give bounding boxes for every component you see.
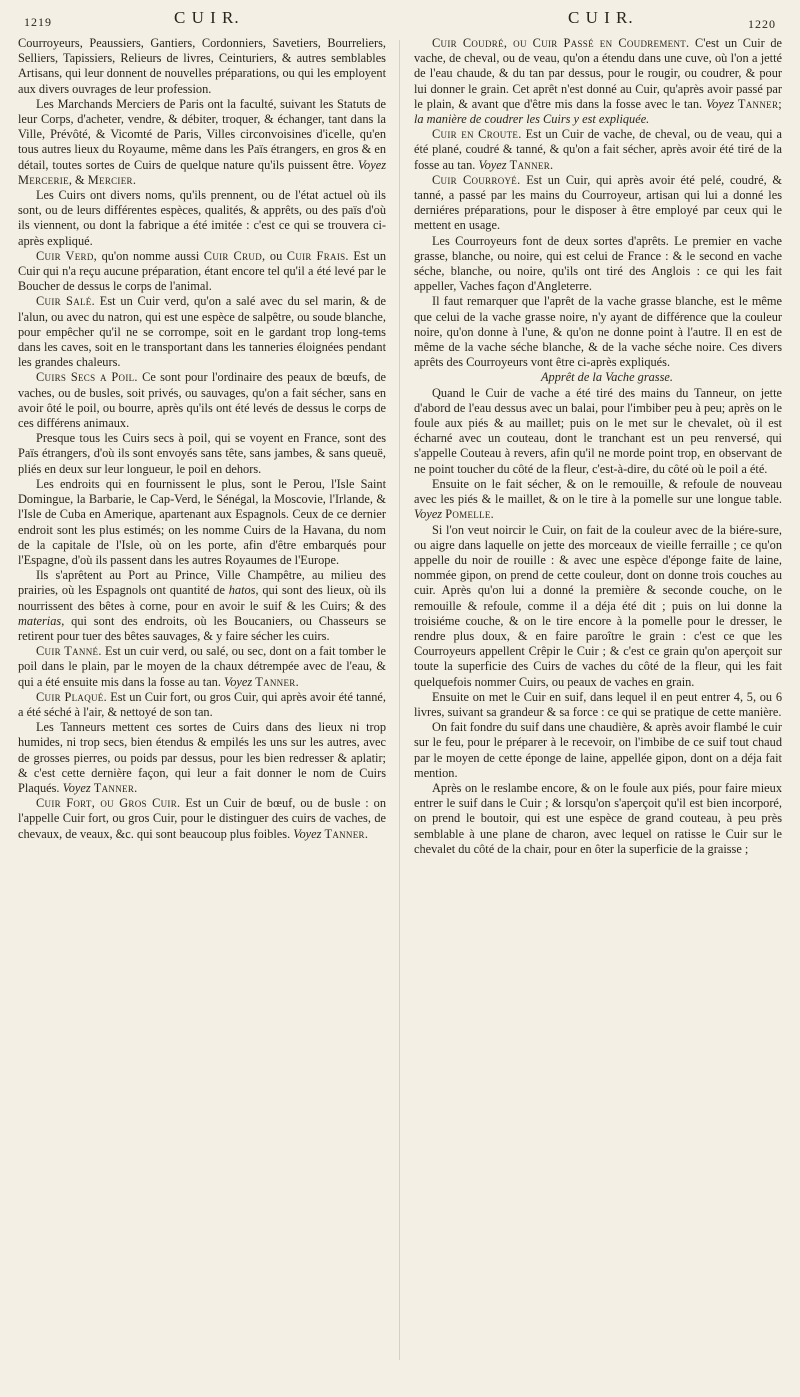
paragraph: Ensuite on le fait sécher, & on le remouille, & refoule de nouveau avec les piés & le maillet, & on le tire à la pomelle sur une longue table. Voyez Pomelle. — [414, 476, 782, 522]
entry-cuir-courroye: Cuir Courroyé. Est un Cuir, qui après avoir été pelé, coudré, & tanné, a passé par les mains du Courroyeur, artisan qui lui a donné les derniéres préparations, pour le disposer à être employé par ceux qui le mettent en usage. — [414, 172, 783, 233]
entry-cuir-coudre: Cuir Coudré, ou Cuir Passé en Coudrement. C'est un Cuir de vache, de cheval, ou de veau, qu'on a étendu dans une cuve, où l'on a jetté de l'eau chaude, & du tan par dessus, pour le rougir, ou coudrer, & pour lui donner le grain. Cet aprêt n'est donné au Cuir, qu'après avoir passé par le plain, & avant que d'être mis dans la fosse avec le tan. Voyez Tanner; la manière de coudrer les Cuirs y est expliquée. — [414, 36, 782, 127]
entry-cuir-fort: Cuir Fort, ou Gros Cuir. Est un Cuir de bœuf, ou de busle : on l'appelle Cuir fort, ou gros Cuir, pour le distinguer des cuirs de vaches, de chevaux, de veaux, &c. qui sont beaucoup plus foibles. Voyez Tanner. — [18, 796, 386, 841]
left-running-title: C U I R. — [174, 8, 240, 27]
paragraph: Si l'on veut noircir le Cuir, on fait de la couleur avec de la biére-sure, ou aigre dans laquelle on jette des morceaux de vieille ferraille ; ce qu'on appelle du noir de rouille : & avec une espèce d'éponge faite de laine, nommée gipon, on prend de cette couleur, dont on donne trois couches au cuir. Après qu'on lui a donné la première & seconde couche, on le remouille & refoule, comme il a déja été dit ; puis on lui donne la troisiéme couche, & on le tire encore à la pomelle pour le dresser, le rendre plus doux, & en faire paroître le grain : c'est ce que les Courroyeurs appellent Crêpir le Cuir ; & c'est ce grain qu'on aperçoit sur toute la superficie des Cuirs de vaches du côté de la fleur, qui les fait quelquefois nommer Cuirs, ou peaux de vaches en grain. — [414, 522, 782, 689]
paragraph: Presque tous les Cuirs secs à poil, qui se voyent en France, sont des Païs étrangers, d'où ils sont envoyés sans tête, sans jambes, & sans queuë, pliés en deux sur leur longueur, le poil en dehors. — [18, 431, 386, 476]
entry-cuirs-secs: Cuirs Secs a Poil. Ce sont pour l'ordinaire des peaux de bœufs, de vaches, ou de busles, soit privés, ou sauvages, qu'on a fait sécher, sans en avoir ôté le poil, ou bourre, après qu'ils ont été levés de dessus le corps de ces différens animaux. — [18, 370, 386, 431]
paragraph: Les Marchands Merciers de Paris ont la faculté, suivant les Statuts de leur Corps, d'acheter, vendre, & débiter, troquer, & échanger, tant dans la Ville, Prévôté, & Vicomté de Paris, Villes circonvoisines d'icelle, qu'en tous autres lieux du Royaume, même dans les Païs étrangers, en gros & en détail, toutes sortes de Cuirs de quelque nature qu'ils puissent être. Voyez Mercerie, & Mercier. — [18, 96, 386, 187]
section-subheading: Apprêt de la Vache grasse. — [541, 370, 673, 385]
entry-cuir-en-croute: Cuir en Croute. Est un Cuir de vache, de cheval, ou de veau, qui a été plané, coudré & tanné, & qu'on a fait sécher, après avoir été tiré de la fosse au tan. Voyez Tanner. — [414, 127, 782, 172]
paragraph: Ils s'aprêtent au Port au Prince, Ville Champêtre, au milieu des prairies, où les Espagnols ont quantité de hatos, qui sont des lieux, où ils nourrissent des bêtes à corne, pour en avoir le suif & les Cuirs; & des materias, qui sont des endroits, où les Boucaniers, ou Chasseurs se retirent pour tuer des bêtes sauvages, & y faire sécher les cuirs. — [18, 568, 386, 643]
right-running-title: C U I R. — [568, 8, 634, 27]
paragraph: Les Tanneurs mettent ces sortes de Cuirs dans des lieux ni trop humides, ni trop secs, bien étendus & empilés les uns sur les autres, avec de grosses pierres, ou poids par dessus, pour les bien redresser & aplatir; & c'est cette dernière façon, qui leur a fait donner le nom de Cuirs Plaqués. Voyez Tanner. — [18, 720, 386, 795]
paragraph: On fait fondre du suif dans une chaudière, & après avoir flambé le cuir sur le feu, pour le préparer à le recevoir, on l'imbibe de ce suif tout chaud par le moyen de cette éponge de laine, appellée gipon, dont on a déja fait mention. — [414, 720, 782, 780]
left-column-number: 1219 — [24, 15, 52, 29]
paragraph: Il faut remarquer que l'aprêt de la vache grasse blanche, est le même que celui de la vache grasse noire, n'y ayant de différence que la couleur noire, qu'on donne à l'une, & qu'on ne donne point à l'autre. Il en est de même de la vache séche blanche, & de la vache séche noire. Ces divers aprêts des Courroyeurs vont être ci-après expliqués. — [414, 294, 782, 370]
paragraph: Les Cuirs ont divers noms, qu'ils prennent, ou de l'état actuel où ils sont, ou de leurs différentes espèces, qualités, & apprêts, ou des païs d'où ils viennent, ou dont la fabrique a été imitée : c'est ce qui se trouvera ci-après expliqué. — [18, 188, 386, 248]
paragraph: Les endroits qui en fournissent le plus, sont le Perou, l'Isle Saint Domingue, la Barbarie, le Cap-Verd, le Sénégal, la Moscovie, l'Irlande, & l'Isle de Cuba en Amerique, apartenant aux Espagnols. Ceux de ce dernier endroit sont les plus estimés; on les nomme Cuirs de la Havana, du nom de la capitale de l'Isle, où on les porte, afin d'être embarqués pour l'Espagne, d'où ils passent dans les autres Royaumes de l'Europe. — [18, 476, 386, 567]
paragraph: Ensuite on met le Cuir en suif, dans lequel il en peut entrer 4, 5, ou 6 livres, suivant sa grandeur & sa force : ce qui se pratique de cette manière. — [414, 689, 782, 719]
entry-cuir-plaque: Cuir Plaqué. Est un Cuir fort, ou gros Cuir, qui après avoir été tanné, a été séché à l'air, & nettoyé de son tan. — [18, 689, 386, 719]
paragraph: Après on le reslambe encore, & on le foule aux piés, pour faire mieux entrer le suif dans le Cuir ; & lorsqu'on s'aperçoit qu'il est bien incorporé, on prend le boutoir, qui est une espèce de grand couteau, à peu près semblable à une plane de charon, avec lequel on ratisse le Cuir sur le chevalet du côté de la chair, pour en ôter la superficie de la graisse ; — [414, 780, 782, 856]
entry-cuir-sale: Cuir Salé. Est un Cuir verd, qu'on a salé avec du sel marin, & de l'alun, ou avec du natron, qui est une espèce de salpêtre, ou soude blanche, pour empêcher qu'il ne se corrompe, soit en le gardant trop long-tems dans les caves, soit en le transportant dans les tanneries éloignées pendant les grandes chaleurs. — [18, 294, 387, 370]
paragraph: Quand le Cuir de vache a été tiré des mains du Tanneur, on jette d'abord de l'eau dessus avec un balai, pour l'imbiber peu à peu; après on le foule aux piés & au maillet; puis on le met sur le chevalet, où il est écharné avec un couteau, dont le tranchant est un peu renversé, qui s'appelle Couteau à revers, afin qu'il ne morde point trop, en observant de ne point toucher du côté de la fleur, c'est-à-dire, du côté où le poil a été. — [414, 385, 782, 476]
paragraph: Courroyeurs, Peaussiers, Gantiers, Cordonniers, Savetiers, Bourreliers, Selliers, Tapissiers, Relieurs de livres, Ceinturiers, & autres semblables Artisans, qui leur donnent de nouvelles préparations, ou qui les employent aux divers ouvrages de leur profession. — [18, 36, 386, 96]
entry-cuir-tanne: Cuir Tanné. Est un cuir verd, ou salé, ou sec, dont on a fait tomber le poil dans le plain, par le moyen de la chaux détrempée avec de l'eau, & qui a été ensuite mis dans la fosse au tan. Voyez Tanner. — [18, 644, 386, 689]
right-column — [414, 36, 782, 857]
paragraph: Les Courroyeurs font de deux sortes d'aprêts. Le premier en vache grasse, blanche, ou noire, qui est celui de France : & le second en vache séche, blanche, ou noire, qu'ils ont tiré des Anglois : ce qui les fait appeller, Vaches façon d'Angleterre. — [414, 233, 782, 294]
column-gutter — [399, 40, 400, 1360]
running-header — [20, 8, 780, 38]
left-column — [18, 36, 386, 842]
entry-cuir-verd: Cuir Verd, qu'on nomme aussi Cuir Crud, ou Cuir Frais. Est un Cuir qui n'a reçu aucune préparation, étant encore tel qu'il a été levé par le Boucher de dessus le corps de l'animal. — [18, 248, 387, 294]
right-column-number: 1220 — [748, 17, 776, 31]
